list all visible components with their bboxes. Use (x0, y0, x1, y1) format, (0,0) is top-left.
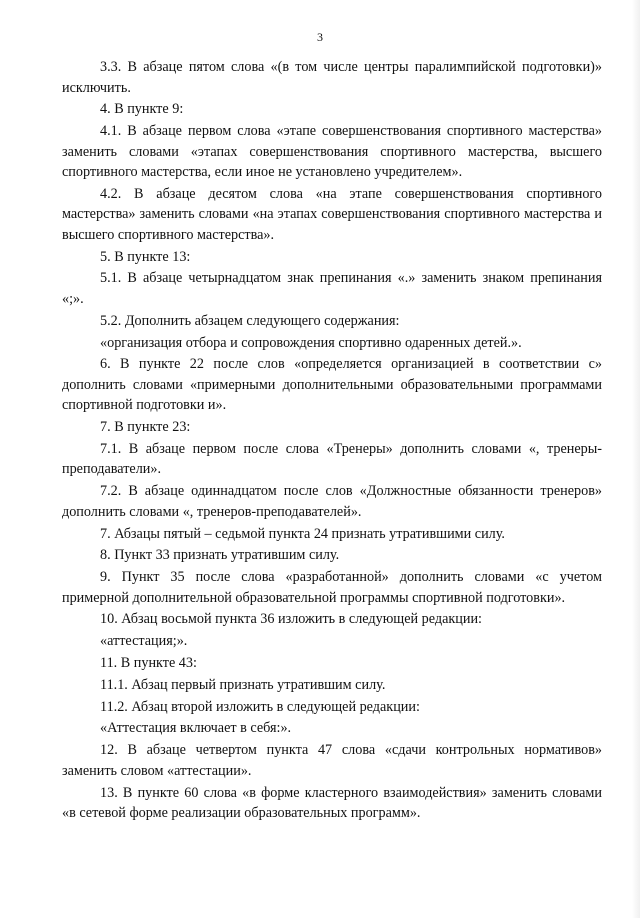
paragraph-9: 9. Пункт 35 после слова «разработанной» дополнить словами «с учетом примерной дополнительной образовательной программы спортивной подготовки». (62, 569, 602, 606)
paragraph-3-3: 3.3. В абзаце пятом слова «(в том числе центры паралимпийской подготовки)» исключить. (62, 59, 602, 96)
paragraph-11-1: 11.1. Абзац первый признать утратившим силу. (100, 676, 386, 693)
paragraph-7: 7. В пункте 23: (100, 419, 191, 436)
page-number: 3 (317, 30, 323, 44)
paragraph-7-1: 7.1. В абзаце первом после слова «Тренеры» дополнить словами «, тренеры-преподаватели». (62, 440, 602, 478)
paragraph-8: 8. Пункт 33 признать утратившим силу. (100, 547, 340, 564)
paragraph-5: 5. В пункте 13: (100, 248, 191, 265)
scan-edge-shadow (632, 0, 640, 918)
paragraph-11: 11. В пункте 43: (100, 655, 197, 672)
paragraph-12: 12. В абзаце четвертом пункта 47 слова «сдачи контрольных нормативов» заменить словом «аттестации». (62, 742, 602, 779)
paragraph-7-2: 7.2. В абзаце одиннадцатом после слов «Должностные обязанности тренеров» дополнить словами «, тренеров-преподавателей». (62, 483, 602, 520)
paragraph-13: 13. В пункте 60 слова «в форме кластерного взаимодействия» заменить словами «в сетевой форме реализации образовательных программ». (62, 784, 602, 822)
paragraph-4-2: 4.2. В абзаце десятом слова «на этапе совершенствования спортивного мастерства» заменить словами «на этапах совершенствования спортивного мастерства и высшего спортивного мастерства». (62, 185, 602, 243)
paragraph-5-1: 5.1. В абзаце четырнадцатом знак препинания «.» заменить знаком препинания «;». (62, 270, 602, 307)
paragraph-quote-2: «аттестация;». (100, 633, 188, 650)
paragraph-5-2: 5.2. Дополнить абзацем следующего содержания: (100, 312, 400, 329)
paragraph-quote-3: «Аттестация включает в себя:». (100, 720, 292, 737)
paragraph-4: 4. В пункте 9: (100, 101, 184, 118)
paragraph-11-2: 11.2. Абзац второй изложить в следующей редакции: (100, 698, 420, 715)
paragraph-10: 10. Абзац восьмой пункта 36 изложить в следующей редакции: (100, 611, 482, 628)
paragraph-6: 6. В пункте 22 после слов «определяется организацией в соответствии с» дополнить словами «примерными дополнительными образовательными программами спортивной подготовки и». (62, 356, 602, 414)
paragraph-quote-1: «организация отбора и сопровождения спортивно одаренных детей.». (100, 334, 522, 351)
paragraph-4-1: 4.1. В абзаце первом слова «этапе совершенствования спортивного мастерства» заменить словами «этапах совершенствования спортивного мастерства, высшего спортивного мастерства, если иное не установлено учредителем». (62, 123, 602, 181)
document-body (62, 57, 602, 825)
paragraph-7b: 7. Абзацы пятый – седьмой пункта 24 признать утратившими силу. (100, 525, 505, 542)
